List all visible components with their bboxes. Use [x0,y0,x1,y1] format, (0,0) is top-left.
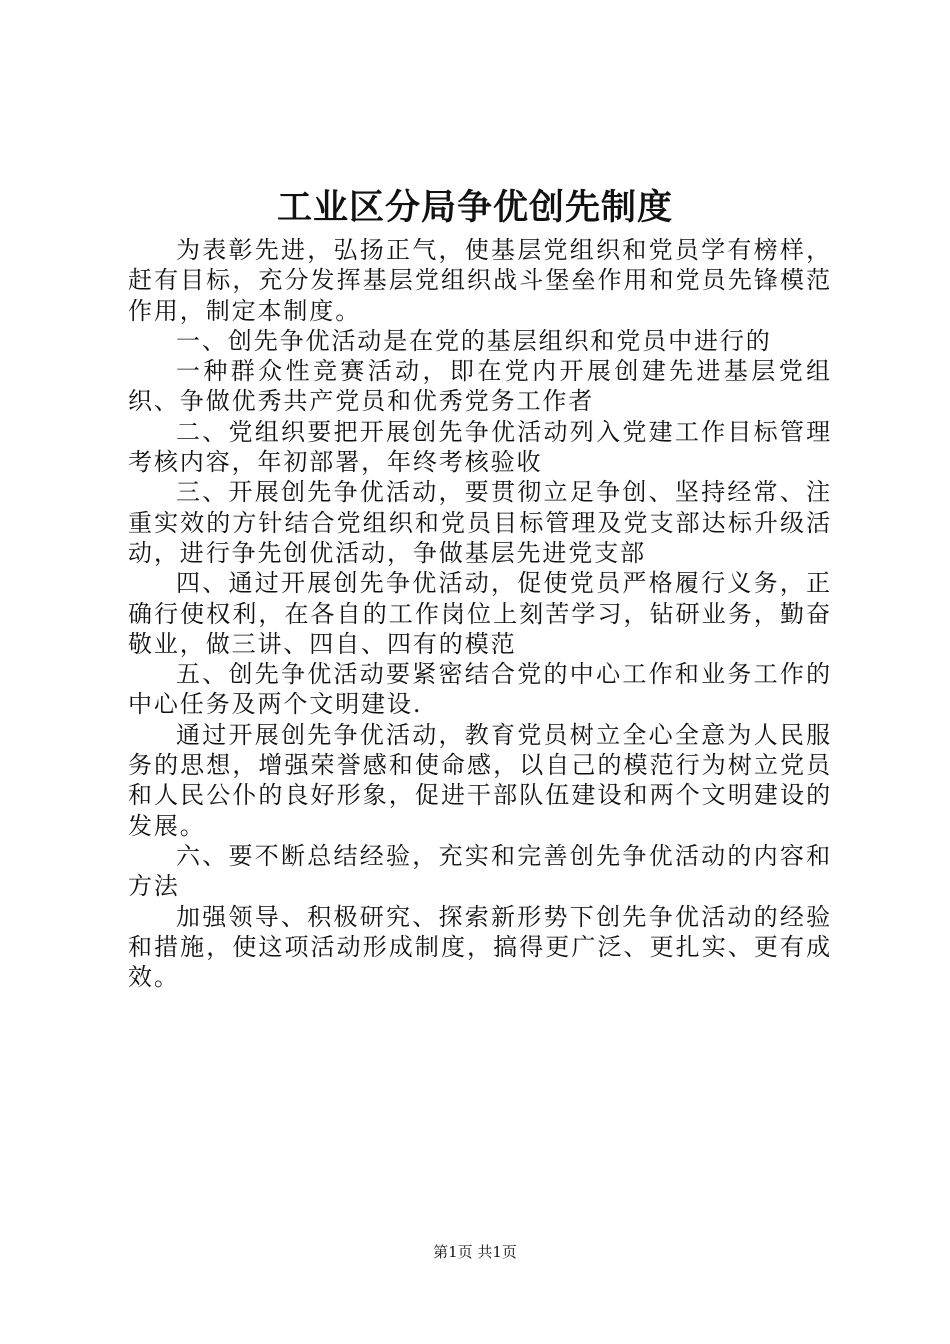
paragraph-item-1: 一、创先争优活动是在党的基层组织和党员中进行的 [176,326,772,355]
paragraph-item-5-detail: 通过开展创先争优活动，教育党员树立全心全意为人民服务的思想，增强荣誉感和使命感，以自己的模范行为树立党员和人民公仆的良好形象，促进干部队伍建设和两个文明建设的发展。 [128,720,832,840]
page-number-footer: 第1页 共1页 [433,1243,517,1261]
paragraph-intro: 为表彰先进，弘扬正气，使基层党组织和党员学有榜样，赶有目标，充分发挥基层党组织战斗堡垒作用和党员先锋模范作用，制定本制度。 [128,236,832,325]
paragraph-item-2: 二、党组织要把开展创先争优活动列入党建工作目标管理考核内容，年初部署，年终考核验收 [128,417,832,477]
document-title: 工业区分局争优创先制度 [276,187,673,228]
paragraph-item-6: 六、要不断总结经验，充实和完善创先争优活动的内容和方法 [128,841,832,901]
paragraph-item-3: 三、开展创先争优活动，要贯彻立足争创、坚持经常、注重实效的方针结合党组织和党员目标管理及党支部达标升级活动，进行争先创优活动，争做基层先进党支部 [128,478,832,567]
document-body [128,235,832,992]
paragraph-item-5: 五、创先争优活动要紧密结合党的中心工作和业务工作的中心任务及两个文明建设. [128,660,832,719]
paragraph-item-1-continued: 一种群众性竞赛活动，即在党内开展创建先进基层党组织、争做优秀共产党员和优秀党务工作者 [128,357,832,416]
paragraph-item-4: 四、通过开展创先争优活动，促使党员严格履行义务，正确行使权利，在各自的工作岗位上刻苦学习，钻研业务，勤奋敬业，做三讲、四自、四有的模范 [128,569,832,658]
paragraph-item-6-detail: 加强领导、积极研究、探索新形势下创先争优活动的经验和措施，使这项活动形成制度，搞得更广泛、更扎实、更有成效。 [128,902,832,992]
